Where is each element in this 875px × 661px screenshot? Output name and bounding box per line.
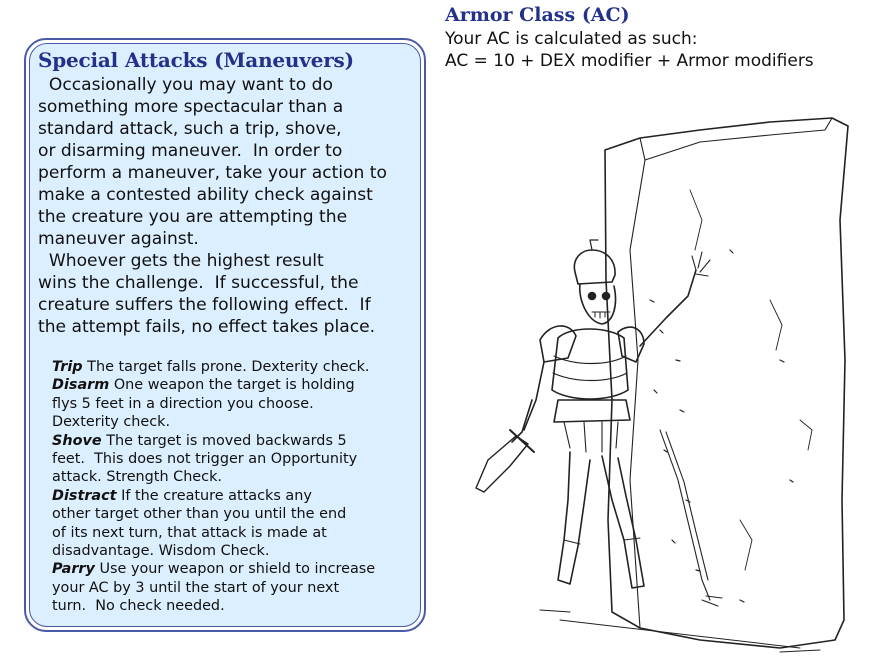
maneuver-term: Shove bbox=[52, 432, 102, 449]
maneuver-text: Use your weapon or shield to increase bbox=[94, 561, 376, 578]
maneuver-text: If the creature attacks any bbox=[116, 487, 312, 504]
armor-class-title: Armor Class (AC) bbox=[445, 4, 630, 26]
intro-line: Occasionally you may want to do bbox=[38, 75, 333, 95]
skeleton-sword bbox=[476, 436, 528, 492]
maneuver-text: The target falls prone. Dexterity check. bbox=[82, 359, 370, 375]
maneuver-text: turn. No check needed. bbox=[52, 598, 225, 615]
maneuver-text: feet. This does not trigger an Opportunity bbox=[52, 451, 358, 468]
maneuver-text: Dexterity check. bbox=[52, 414, 171, 431]
maneuver-term: Parry bbox=[52, 561, 95, 578]
intro-line: the creature you are attempting the bbox=[38, 207, 348, 227]
maneuver-disarm bbox=[52, 376, 412, 394]
intro-line: or disarming maneuver. In order to bbox=[38, 141, 343, 161]
maneuver-trip bbox=[52, 358, 412, 376]
maneuver-term: Trip bbox=[52, 359, 83, 375]
intro-line: something more spectacular than a bbox=[38, 97, 344, 117]
skeleton-legs bbox=[558, 452, 590, 584]
intro-line: the attempt fails, no effect takes place. bbox=[38, 317, 376, 337]
armor-class-text-line-1: Your AC is calculated as such: bbox=[445, 29, 698, 49]
skeleton-wall-illustration bbox=[440, 100, 870, 656]
sidebar-title: Special Attacks (Maneuvers) bbox=[38, 48, 354, 72]
intro-line: wins the challenge. If successful, the bbox=[38, 273, 359, 293]
skeleton-helmet bbox=[574, 250, 615, 284]
maneuver-list bbox=[52, 358, 412, 616]
maneuver-text: flys 5 feet in a direction you choose. bbox=[52, 395, 314, 412]
intro-line: Whoever gets the highest result bbox=[38, 251, 324, 271]
maneuver-shove bbox=[52, 432, 412, 450]
intro-line: make a contested ability check against bbox=[38, 185, 373, 205]
maneuver-text: attack. Strength Check. bbox=[52, 469, 222, 486]
armor-class-formula: AC = 10 + DEX modifier + Armor modifiers bbox=[445, 51, 814, 71]
maneuver-term: Distract bbox=[52, 487, 117, 504]
maneuver-text: of its next turn, that attack is made at bbox=[52, 524, 327, 541]
maneuver-text: One weapon the target is holding bbox=[109, 377, 355, 394]
maneuver-text: disadvantage. Wisdom Check. bbox=[52, 543, 270, 560]
intro-line: standard attack, such a trip, shove, bbox=[38, 119, 342, 139]
intro-line: creature suffers the following effect. If bbox=[38, 295, 371, 315]
maneuver-term: Disarm bbox=[52, 377, 110, 394]
maneuver-text: The target is moved backwards 5 bbox=[101, 432, 347, 449]
intro-line: maneuver against. bbox=[38, 229, 199, 249]
maneuver-text: your AC by 3 until the start of your next bbox=[52, 579, 340, 596]
sidebar-intro bbox=[38, 74, 423, 338]
maneuver-distract bbox=[52, 487, 412, 505]
maneuver-parry bbox=[52, 560, 412, 578]
intro-line: perform a maneuver, take your action to bbox=[38, 163, 387, 183]
maneuver-text: other target other than you until the end bbox=[52, 506, 347, 523]
